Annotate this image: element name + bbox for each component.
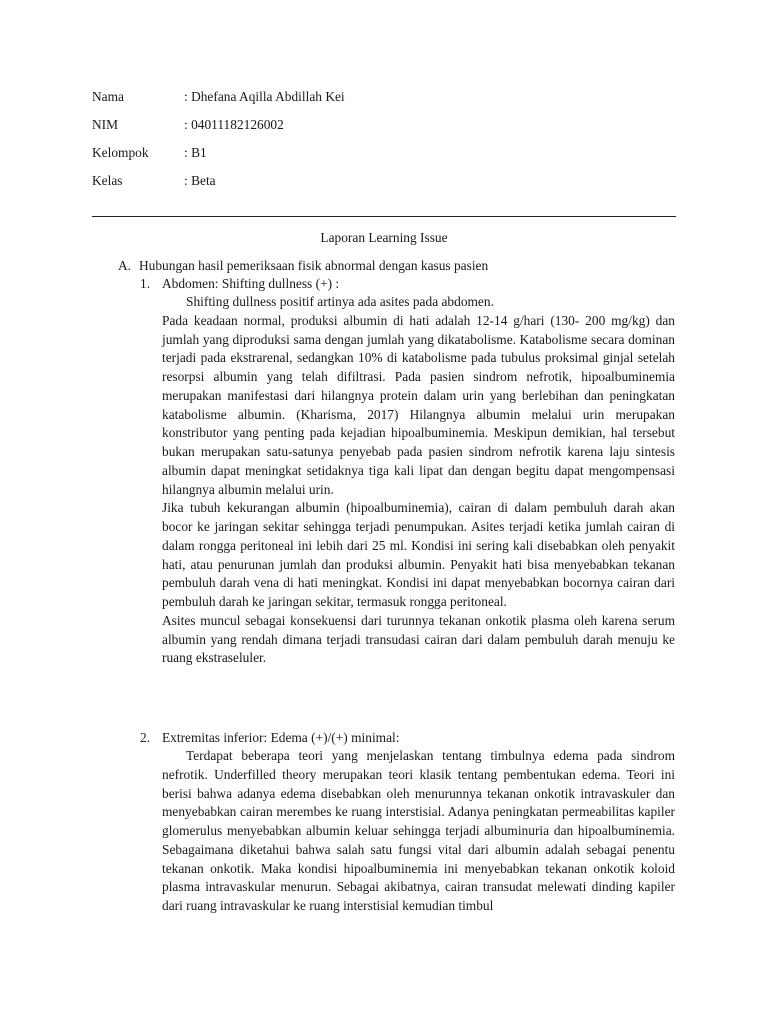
item-1-body [162,293,675,668]
item-2-paragraph-1: Terdapat beberapa teori yang menjelaskan tentang timbulnya edema pada sindrom nefrotik. Underfilled theory merupakan teori klasik tentang pembentukan edema. Teori ini berisi bahwa adanya edema disebabkan oleh menurunnya tekanan onkotik intravaskuler dan menyebabkan cairan merembes ke ruang interstisial. Adanya peningkatan permeabilitas kapiler glomerulus menyebabkan albumin keluar sehingga terjadi albuminuria dan hipoalbuminemia. Sebagaimana diketahui bahwa salah satu fungsi vital dari albumin adalah sebagai penentu tekanan onkotik. Maka kondisi hipoalbuminemia ini menyebabkan tekanan onkotik koloid plasma intravaskular menurun. Sebagai akibatnya, cairan transudat melewati dinding kapiler dari ruang intravaskular ke ruang interstisial kemudian timbul [162,748,675,913]
class-label: Kelas [92,173,123,188]
item-2-marker: 2. [140,730,151,745]
report-title: Laporan Learning Issue [320,230,448,245]
item-2-heading [140,729,399,747]
item-1-paragraph-4: Asites muncul sebagai konsekuensi dari turunnya tekanan onkotik plasma oleh karena serum albumin yang rendah dimana terjadi transudasi cairan dari dalam pembuluh darah menuju ke ruang ekstraseluler. [162,612,675,666]
group-label: Kelompok [92,145,149,160]
name-label: Nama [92,89,124,104]
name-value: : Dhefana Aqilla Abdillah Kei [184,89,345,104]
horizontal-divider [92,216,676,217]
item-1-paragraph-2: Pada keadaan normal, produksi albumin di hati adalah 12-14 g/hari (130- 200 mg/kg) dan jumlah yang diproduksi sama dengan jumlah yang dikatabolisme. Katabolisme secara dominan terjadi pada ekstrarenal, sedangkan 10% di katabolisme pada tubulus proksimal ginjal setelah resorpsi albumin yang telah difiltrasi. Pada pasien sindrom nefrotik, hipoalbuminemia merupakan manifestasi dari hilangnya protein dalam urin yang berlebihan dan peningkatan katabolisme albumin. (Kharisma, 2017) Hilangnya albumin melalui urin merupakan konstributor yang penting pada kejadian hipoalbuminemia. Meskipun demikian, hal tersebut bukan merupakan satu-satunya penyebab pada pasien sindrom nefrotik karena laju sintesis albumin dapat meningkat setidaknya tiga kali lipat dan dengan begitu dapat mengompensasi hilangnya albumin melalui urin. [162,312,675,497]
item-1-marker: 1. [140,276,151,291]
class-value: : Beta [184,173,216,188]
group-value: : B1 [184,145,207,160]
item-1-paragraph-1: Shifting dullness positif artinya ada asites pada abdomen. [186,294,494,309]
item-1-title: Abdomen: Shifting dullness (+) : [162,276,340,291]
nim-label: NIM [92,117,119,132]
item-2-title: Extremitas inferior: Edema (+)/(+) minimal: [162,730,400,745]
section-a-marker: A. [118,258,132,273]
nim-value: : 04011182126002 [184,117,284,132]
section-a-heading [118,257,488,275]
section-a-title: Hubungan hasil pemeriksaan fisik abnormal dengan kasus pasien [139,258,489,273]
item-1-heading [140,275,339,293]
item-1-paragraph-3: Jika tubuh kekurangan albumin (hipoalbuminemia), cairan di dalam pembuluh darah akan bocor ke jaringan sekitar sehingga terjadi penumpukan. Asites terjadi ketika jumlah cairan di dalam rongga peritoneal ini lebih dari 25 ml. Kondisi ini sering kali disebabkan oleh penyakit hati, atau penurunan jumlah dan produksi albumin. Penyakit hati bisa menyebabkan tekanan pembuluh darah vena di hati meningkat. Kondisi ini dapat menyebabkan bocornya cairan dari pembuluh darah ke jaringan sekitar, termasuk rongga peritoneal. [162,500,675,609]
item-2-body [162,747,675,916]
